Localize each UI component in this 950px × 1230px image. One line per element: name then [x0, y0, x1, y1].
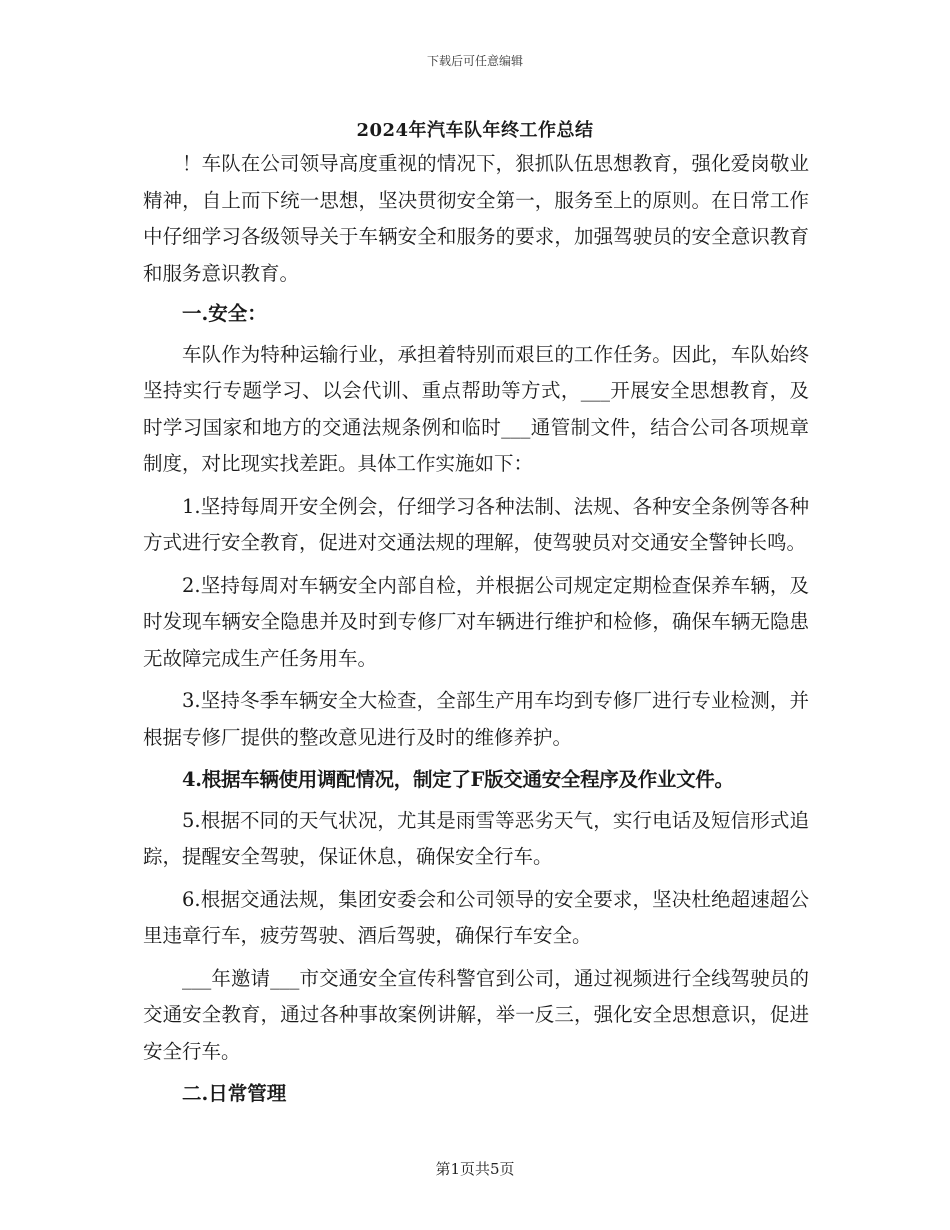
item-3: 3.坚持冬季车辆安全大检查，全部生产用车均到专修厂进行专业检测，并根据专修厂提供的整改意见进行及时的维修养护。	[143, 689, 809, 749]
item-5: 5.根据不同的天气状况，尤其是雨雪等恶劣天气，实行电话及短信形式追踪，提醒安全驾驶，保证休息，确保安全行车。	[143, 808, 809, 868]
header-note: 下载后可任意编辑	[426, 54, 523, 68]
document-title: 2024年汽车队年终工作总结	[356, 120, 594, 141]
item-4: 4.根据车辆使用调配情况，制定了F版交通安全程序及作业文件。	[182, 768, 734, 791]
section1-heading: 一.安全：	[182, 302, 267, 325]
section2-heading: 二.日常管理	[182, 1082, 287, 1105]
item-6: 6.根据交通法规，集团安委会和公司领导的安全要求，坚决杜绝超速超公里违章行车，疲劳驾驶、酒后驾驶，确保行车安全。	[143, 887, 809, 947]
intro-paragraph: ！车队在公司领导高度重视的情况下，狠抓队伍思想教育，强化爱岗敬业精神，自上而下统一思想，坚决贯彻安全第一，服务至上的原则。在日常工作中仔细学习各级领导关于车辆安全和服务的要求，加强驾驶员的安全意识教育和服务意识教育。	[143, 152, 809, 285]
invitation-paragraph: ___年邀请___市交通安全宣传科警官到公司，通过视频进行全线驾驶员的交通安全教育，通过各种事故案例讲解，举一反三，强化安全思想意识，促进安全行车。	[143, 966, 809, 1063]
document-body	[143, 146, 809, 1113]
item-2: 2.坚持每周对车辆安全内部自检，并根据公司规定定期检查保养车辆，及时发现车辆安全隐患并及时到专修厂对车辆进行维护和检修，确保车辆无隐患无故障完成生产任务用车。	[143, 573, 809, 670]
section1-intro-paragraph: 车队作为特种运输行业，承担着特别而艰巨的工作任务。因此，车队始终坚持实行专题学习、以会代训、重点帮助等方式，___开展安全思想教育，及时学习国家和地方的交通法规条例和临时___通管制文件，结合公司各项规章制度，对比现实找差距。具体工作实施如下：	[143, 342, 809, 475]
item-1: 1.坚持每周开安全例会，仔细学习各种法制、法规、各种安全条例等各种方式进行安全教育，促进对交通法规的理解，使驾驶员对交通安全警钟长鸣。	[143, 494, 809, 554]
page-footer: 第1页共5页	[435, 1160, 515, 1178]
